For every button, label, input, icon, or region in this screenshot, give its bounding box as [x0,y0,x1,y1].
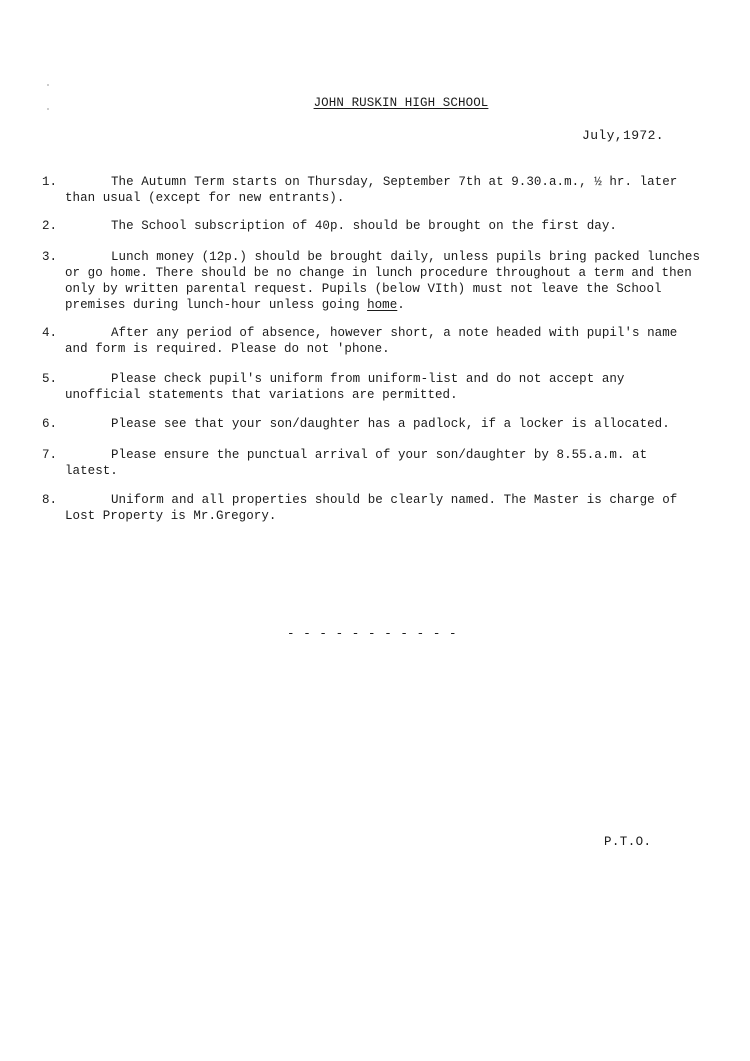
item-number: 8. [42,493,58,507]
document-title [0,96,750,110]
item-text-underlined: home [367,298,398,312]
item-number: 7. [42,448,58,462]
item-text: The Autumn Term starts on Thursday, September 7th at 9.30.a.m., ½ hr. later than usual (except for new entrants). [65,175,678,205]
item-number: 5. [42,372,58,386]
item-number: 3. [42,250,58,264]
list-item [42,447,702,479]
document-title-text: JOHN RUSKIN HIGH SCHOOL [313,96,489,110]
list-item [42,492,702,524]
item-number: 4. [42,326,58,340]
item-text: Please see that your son/daughter has a padlock, if a locker is allocated. [111,417,670,431]
list-item [42,218,702,234]
item-text: Please check pupil's uniform from uniform-list and do not accept any unofficial statements that variations are permitted. [65,372,625,402]
list-item [42,249,702,313]
document-date: July,1972. [582,128,665,143]
item-text-main: Lunch money (12p.) should be brought daily, unless pupils bring packed lunches or go home. There should be no change in lunch procedure throughout a term and then only by written parental request. Pupils (below VIth) must not leave the School premises during lunch-hour unless going [65,250,700,312]
item-text: Uniform and all properties should be clearly named. The Master is charge of Lost Property is Mr.Gregory. [65,493,678,523]
footer-pto: P.T.O. [604,835,652,849]
item-text: The School subscription of 40p. should be brought on the first day. [111,219,617,233]
list-item [42,174,702,206]
item-text [42,249,702,313]
scan-speck [47,84,49,86]
separator-dashes: - - - - - - - - - - - [287,627,458,641]
item-number: 6. [42,417,58,431]
item-text: Please ensure the punctual arrival of your son/daughter by 8.55.a.m. at latest. [65,448,648,478]
item-text: After any period of absence, however short, a note headed with pupil's name and form is required. Please do not 'phone. [65,326,678,356]
item-number: 2. [42,219,58,233]
list-item [42,416,702,432]
list-item [42,325,702,357]
item-number: 1. [42,175,58,189]
item-text-end: . [397,298,405,312]
list-item [42,371,702,403]
